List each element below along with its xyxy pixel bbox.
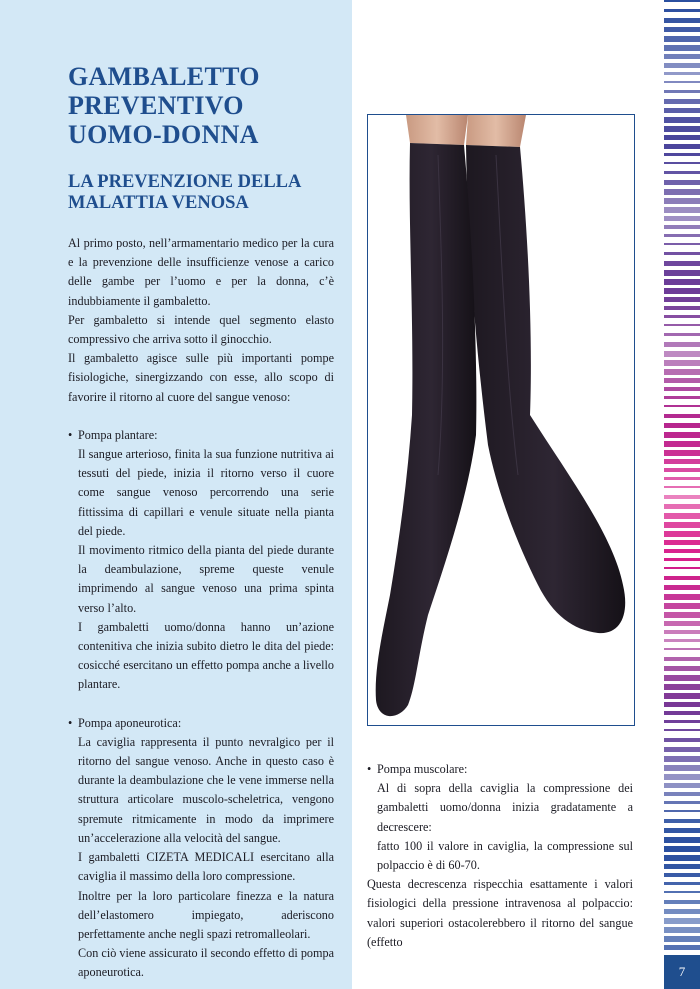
decorative-stripe <box>664 855 700 861</box>
decorative-stripe <box>664 216 700 221</box>
paragraph: Inoltre per la loro particolare finezza e la natura dell’elastomero impiegato, aderiscono perfettamente anche negli spazi retromalleolari. <box>78 888 334 941</box>
decorative-stripe <box>664 396 700 399</box>
intro-paragraph: Al primo posto, nell’armamentario medico per la cura e la prevenzione delle insufficienze venose a carico delle gambe per l’uomo e per la donna, c’è indubbiamente il gambaletto. <box>68 236 334 308</box>
decorative-stripe-band <box>664 0 700 955</box>
decorative-stripe <box>664 27 700 32</box>
decorative-stripe <box>664 684 700 690</box>
decorative-stripe <box>664 198 700 204</box>
decorative-stripe <box>664 720 700 723</box>
decorative-stripe <box>664 891 700 893</box>
decorative-stripe <box>664 945 700 950</box>
decorative-stripe <box>664 450 700 456</box>
decorative-stripe <box>664 315 700 318</box>
decorative-stripe <box>664 711 700 715</box>
decorative-stripe <box>664 594 700 600</box>
decorative-stripe <box>664 486 700 488</box>
subtitle-line: MALATTIA VENOSA <box>68 193 249 213</box>
decorative-stripe <box>664 522 700 528</box>
subtitle-line: LA PREVENZIONE DELLA <box>68 172 302 192</box>
decorative-stripe <box>664 162 700 164</box>
decorative-stripe <box>664 279 700 285</box>
decorative-stripe <box>664 477 700 480</box>
decorative-stripe <box>664 927 700 933</box>
decorative-stripe <box>664 252 700 255</box>
paragraph: Al di sopra della caviglia la compressione dei gambaletti uomo/donna inizia gradatamente a decrescere: <box>377 781 633 834</box>
decorative-stripe <box>664 306 700 310</box>
decorative-stripe <box>664 180 700 185</box>
decorative-stripe <box>664 225 700 229</box>
decorative-stripe <box>664 612 700 618</box>
decorative-stripe <box>664 828 700 833</box>
paragraph: I gambaletti CIZETA MEDICALI esercitano alla caviglia il massimo della loro compressione. <box>78 850 334 884</box>
page-number <box>664 955 700 989</box>
product-photo <box>367 114 635 726</box>
decorative-stripe <box>664 414 700 418</box>
decorative-stripe <box>664 468 700 472</box>
decorative-stripe <box>664 576 700 580</box>
decorative-stripe <box>664 837 700 843</box>
decorative-stripe <box>664 567 700 569</box>
decorative-stripe <box>664 639 700 642</box>
paragraph: Il sangue arterioso, finita la sua funzione nutritiva ai tessuti del piede, inizia il ritorno verso il cuore come sangue venoso percorrendo una serie fittissima di capillari e venule situate nella pianta del piede. <box>78 447 334 538</box>
decorative-stripe <box>664 864 700 869</box>
decorative-stripe <box>664 189 700 195</box>
decorative-stripe <box>664 729 700 731</box>
decorative-stripe <box>664 297 700 302</box>
decorative-stripe <box>664 207 700 213</box>
decorative-stripe <box>664 9 700 12</box>
decorative-stripe <box>664 171 700 174</box>
decorative-stripe <box>664 648 700 650</box>
paragraph: Con ciò viene assicurato il secondo effetto di pompa aponeurotica. <box>78 946 334 980</box>
decorative-stripe <box>664 288 700 294</box>
decorative-stripe <box>664 333 700 336</box>
decorative-stripe <box>664 765 700 771</box>
pompa-plantare-body <box>68 445 334 695</box>
socks-illustration <box>368 115 634 725</box>
decorative-stripe <box>664 558 700 561</box>
page-title-line: PREVENTIVO <box>68 91 244 120</box>
decorative-stripe <box>664 549 700 553</box>
decorative-stripe <box>664 153 700 156</box>
decorative-stripe <box>664 819 700 823</box>
decorative-stripe <box>664 135 700 140</box>
decorative-stripe <box>664 0 700 2</box>
decorative-stripe <box>664 846 700 852</box>
decorative-stripe <box>664 774 700 780</box>
decorative-stripe <box>664 405 700 407</box>
decorative-stripe <box>664 810 700 812</box>
decorative-stripe <box>664 342 700 347</box>
decorative-stripe <box>664 441 700 447</box>
decorative-stripe <box>664 459 700 464</box>
bullet-pompa-muscolare: • Pompa muscolare: <box>367 760 633 779</box>
decorative-stripe <box>664 18 700 23</box>
decorative-stripe <box>664 657 700 661</box>
page-title <box>68 62 348 149</box>
decorative-stripe <box>664 63 700 68</box>
page-number-text: 7 <box>678 964 686 979</box>
decorative-stripe <box>664 81 700 83</box>
paragraph: fatto 100 il valore in caviglia, la compressione sul polpaccio è di 60-70. <box>377 838 633 873</box>
decorative-stripe <box>664 54 700 59</box>
section-subtitle <box>68 172 348 214</box>
paragraph: I gambaletti uomo/donna hanno un’azione contenitiva che inizia subito dietro le dita del piede: cosicché esercitano un effetto pompa anche a livello plantare. <box>78 619 334 692</box>
decorative-stripe <box>664 324 700 326</box>
decorative-stripe <box>664 432 700 438</box>
decorative-stripe <box>664 261 700 266</box>
right-text-column <box>367 760 633 952</box>
decorative-stripe <box>664 909 700 914</box>
decorative-stripe <box>664 270 700 276</box>
decorative-stripe <box>664 666 700 671</box>
decorative-stripe <box>664 495 700 499</box>
closing-paragraph: Questa decrescenza rispecchia esattamente i valori fisiologici della pressione intravenosa al polpaccio: valori superiori ostacolerebbero il ritorno del sangue (effetto <box>367 877 633 949</box>
decorative-stripe <box>664 234 700 237</box>
decorative-stripe <box>664 36 700 42</box>
decorative-stripe <box>664 99 700 104</box>
decorative-stripe <box>664 351 700 357</box>
decorative-stripe <box>664 513 700 519</box>
decorative-stripe <box>664 747 700 752</box>
decorative-stripe <box>664 531 700 537</box>
decorative-stripe <box>664 603 700 609</box>
decorative-stripe <box>664 108 700 113</box>
decorative-stripe <box>664 243 700 245</box>
decorative-stripe <box>664 387 700 391</box>
decorative-stripe <box>664 756 700 762</box>
decorative-stripe <box>664 693 700 699</box>
decorative-stripe <box>664 792 700 796</box>
decorative-stripe <box>664 900 700 904</box>
decorative-stripe <box>664 45 700 51</box>
decorative-stripe <box>664 738 700 742</box>
bullet-pompa-aponeurotica: • Pompa aponeurotica: <box>68 714 334 733</box>
pompa-muscolare-body <box>367 779 633 875</box>
decorative-stripe <box>664 72 700 75</box>
decorative-stripe <box>664 882 700 885</box>
decorative-stripe <box>664 873 700 877</box>
decorative-stripe <box>664 504 700 509</box>
bullet-pompa-plantare: • Pompa plantare: <box>68 426 334 445</box>
decorative-stripe <box>664 675 700 681</box>
pompa-aponeurotica-body <box>68 733 334 983</box>
decorative-stripe <box>664 126 700 132</box>
decorative-stripe <box>664 144 700 149</box>
decorative-stripe <box>664 117 700 123</box>
decorative-stripe <box>664 540 700 545</box>
intro-paragraph: Per gambaletto si intende quel segmento elasto compressivo che arriva sotto il ginocchio. <box>68 312 334 347</box>
paragraph: La caviglia rappresenta il punto nevralgico per il ritorno del sangue venoso. Anche in questo caso è durante la deambulazione che le vene immerse nella struttura articolare muscolo-scheletrica, vengono spremute ritmicamente in modo da imprimere un’accelerazione alla velocità del sangue. <box>78 734 334 845</box>
page-title-line: UOMO-DONNA <box>68 120 259 149</box>
decorative-stripe <box>664 801 700 804</box>
decorative-stripe <box>664 621 700 626</box>
decorative-stripe <box>664 360 700 366</box>
decorative-stripe <box>664 936 700 942</box>
decorative-stripe <box>664 630 700 634</box>
decorative-stripe <box>664 702 700 707</box>
decorative-stripe <box>664 423 700 428</box>
intro-paragraph: Il gambaletto agisce sulle più importanti pompe fisiologiche, sinergizzando con esse, allo scopo di favorire il ritorno al cuore del sangue venoso: <box>68 351 334 404</box>
decorative-stripe <box>664 918 700 924</box>
paragraph: Il movimento ritmico della pianta del piede durante la deambulazione, spreme queste venule imprimendo al sangue venoso una prima spinta verso l’alto. <box>78 543 334 615</box>
decorative-stripe <box>664 90 700 93</box>
decorative-stripe <box>664 378 700 383</box>
decorative-stripe <box>664 585 700 590</box>
decorative-stripe <box>664 369 700 375</box>
page-title-line: GAMBALETTO <box>68 62 260 91</box>
left-text-column <box>68 234 334 983</box>
decorative-stripe <box>664 783 700 788</box>
